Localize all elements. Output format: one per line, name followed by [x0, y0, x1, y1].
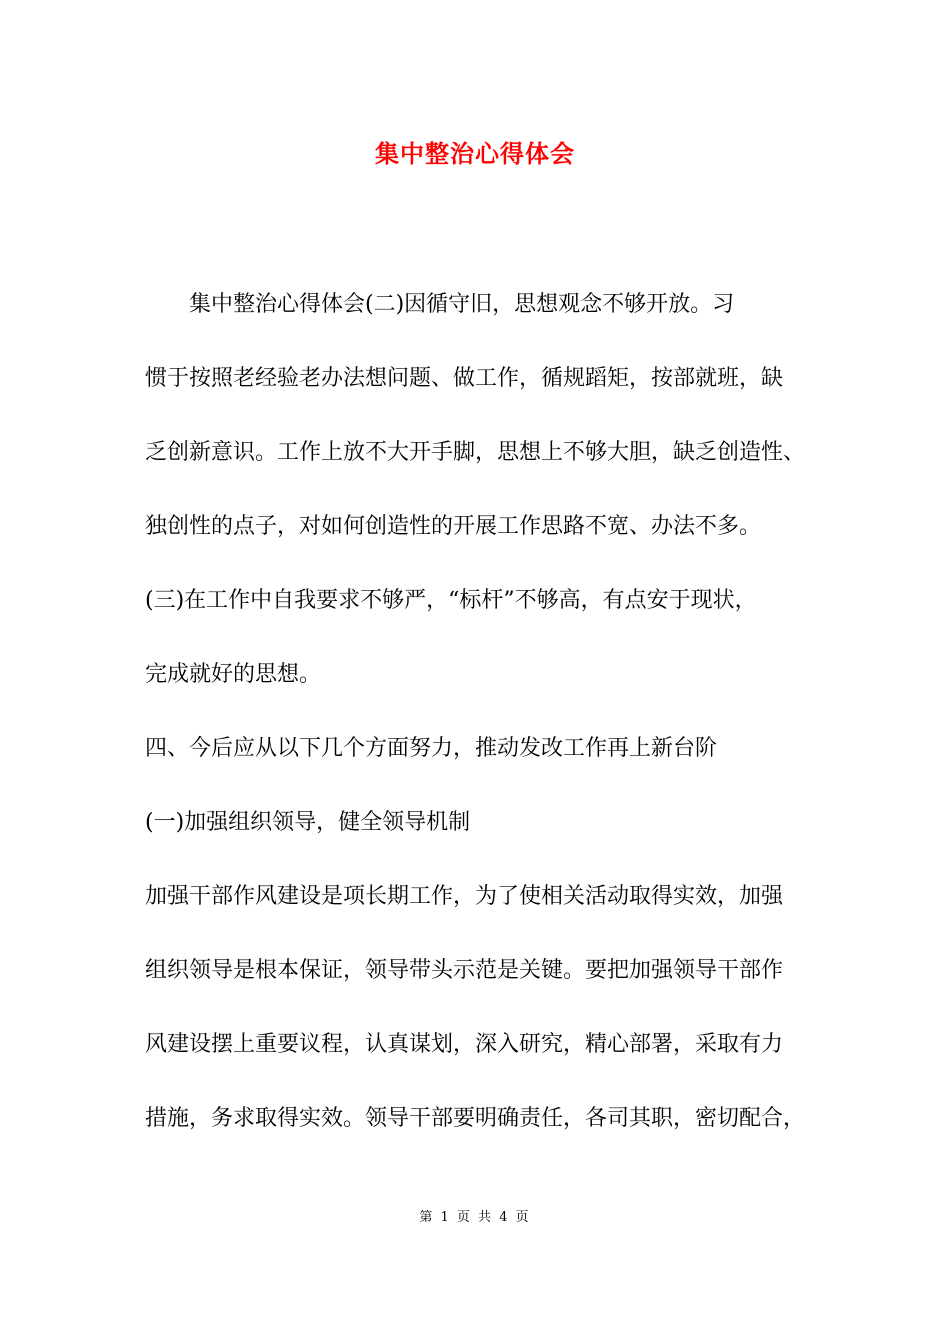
text-line: 风建设摆上重要议程，认真谋划，深入研究，精心部署，采取有力 [145, 1032, 784, 1057]
section-heading: 四、今后应从以下几个方面努力，推动发改工作再上新台阶 [145, 736, 718, 761]
text-line: 独创性的点子，对如何创造性的开展工作思路不宽、办法不多。 [145, 514, 762, 539]
text-line: 措施，务求取得实效。领导干部要明确责任，各司其职，密切配合， [145, 1106, 806, 1131]
text-line: (三)在工作中自我要求不够严，“标杆”不够高，有点安于现状， [145, 588, 757, 613]
text-line: 乏创新意识。工作上放不大开手脚，思想上不够大胆，缺乏创造性、 [145, 440, 806, 465]
text-line: 完成就好的思想。 [145, 662, 322, 687]
body-text [145, 268, 825, 1156]
page-title: 集中整治心得体会 [375, 139, 575, 168]
text-line: 集中整治心得体会(二)因循守旧，思想观念不够开放。习 [145, 292, 735, 317]
text-line: 组织领导是根本保证，领导带头示范是关键。要把加强领导干部作 [145, 958, 784, 983]
text-line: 惯于按照老经验老办法想问题、做工作，循规蹈矩，按部就班，缺 [145, 366, 784, 391]
text-line: 加强干部作风建设是项长期工作，为了使相关活动取得实效，加强 [145, 884, 784, 909]
page-footer: 第 1 页 共 4 页 [419, 1210, 531, 1225]
subsection-heading: (一)加强组织领导，健全领导机制 [145, 810, 471, 835]
